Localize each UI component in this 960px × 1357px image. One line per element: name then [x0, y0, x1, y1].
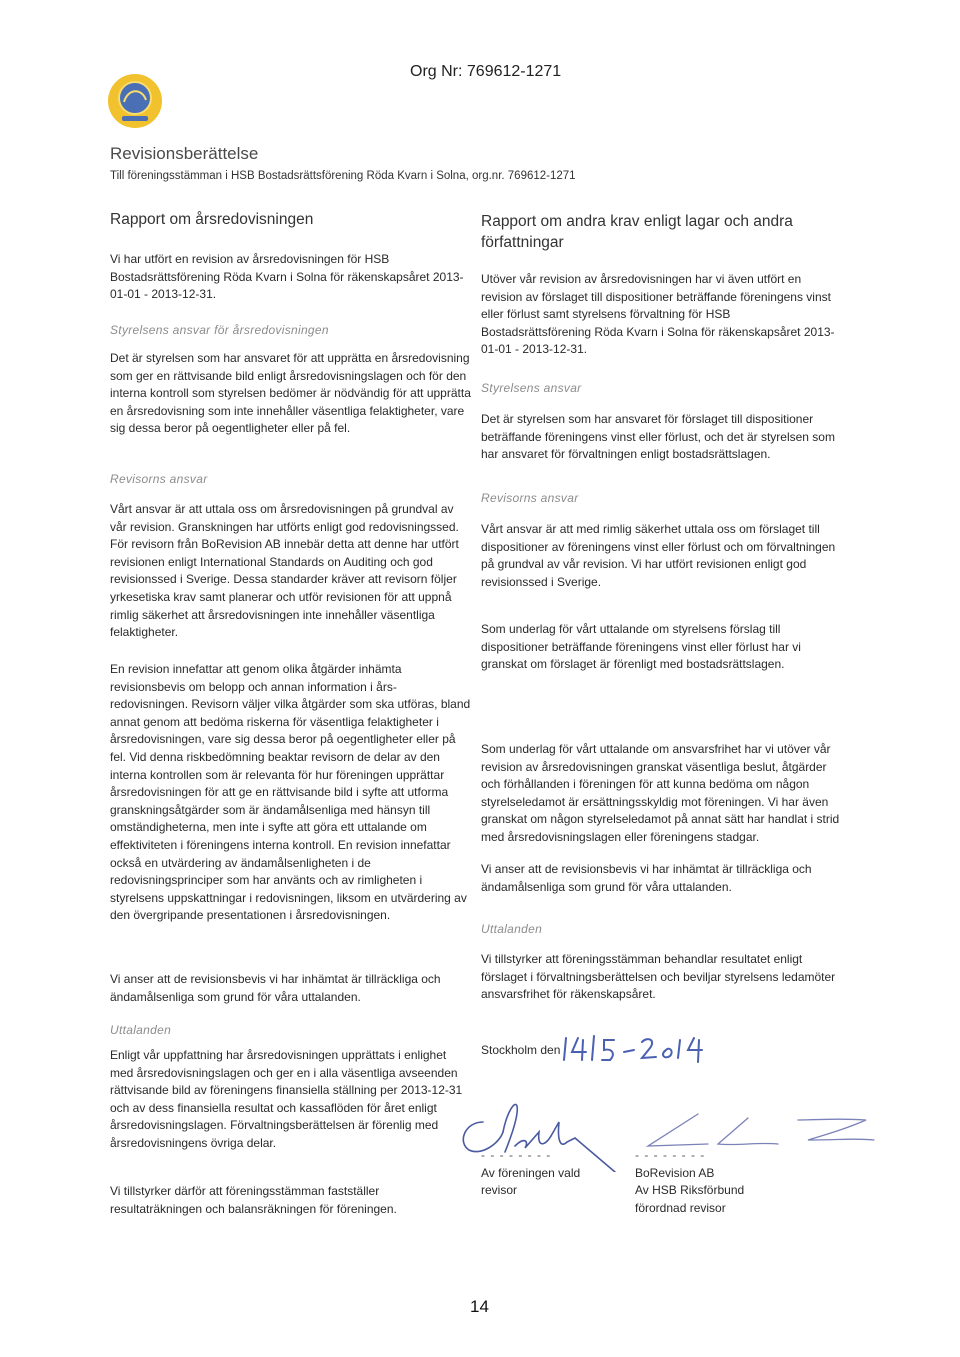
- left-heading: Rapport om årsredovisningen: [110, 211, 314, 228]
- right-intro: Utöver vår revision av årsredovisningen har vi även utfört en revision av förslaget till dispositioner beträffande föreningens vinst eller förlust samt styrelsens förvaltning för HSB Bostadsrättsförening Röda Kvarn i Solna för räkenskapsåret 2013- 01-01 - 2013-12-31.: [481, 272, 835, 357]
- right-s1-heading: Styrelsens ansvar: [481, 381, 582, 395]
- right-s4-text: Som underlag för vårt uttalande om ansvarsfrihet har vi utöver vår revision av årsredovisningen granskat väsentliga beslut, åtgärder och förhållanden i föreningen för att kunna bedöma om någon styrelseledamot är ersättningsskyldig mot föreningen. Vi har även granskat om någon styrelseledamot på annat sätt har handlat i strid med årsredovisningslagen eller föreningens stadgar.: [481, 742, 840, 844]
- org-number: Org Nr: 769612-1271: [410, 63, 562, 80]
- right-s3-text: Som underlag för vårt uttalande om styrelsens förslag till dispositioner beträffande föreningens vinst eller förlust har vi granskat om förslaget är förenligt med bostadsrättslagen.: [481, 622, 801, 672]
- left-s5-heading: Uttalanden: [110, 1023, 172, 1037]
- page-number: 14: [470, 1297, 489, 1316]
- left-s2-text: Vårt ansvar är att uttala oss om årsredovisningen på grundval av vår revision. Granskningen har utförts enligt god redovisningssed. För revisorn från BoRevision AB innebär detta att denne har utfört revisionen enligt International Standards on Auditing och god revisionssed i Sverige. Dessa standarder kräver att revisorn följer yrkesetiska krav samt planerar och utför revisionen för att uppnå rimlig säkerhet att årsredovisningen inte innehåller väsentliga felaktigheter.: [110, 502, 459, 640]
- signature-1-block: - - - - - - - - Av föreningen vald revisor: [481, 1148, 581, 1198]
- hsb-logo: [106, 72, 164, 130]
- left-s3-text: En revision innefattar att genom olika åtgärder inhämta revisionsbevis om belopp och annan information i års- redovisningen. Revisorn väljer vilka åtgärder som ska utföras, bland annat genom att bedöma riskerna för väsentliga felaktigheter i årsredovisningen, vare sig dessa beror på oegentligheter eller på fel. Vid denna riskbedömning beaktar revisorn de delar av den interna kontrollen som är relevanta för hur föreningen upprättar årsredovisningen för att ge en rättvisande bild i syfte att utforma granskningsåtgärder som är ändamålsenliga med hänsyn till omständigheterna, men inte i syfte att göra ett uttalande om effektiviteten i föreningens interna kontroll. En revision innefattar också en utvärdering av ändamålsenligheten i de redovisningsprinciper som har använts och av rimligheten i styrelsens uppskattningar i redovisningen, liksom en utvärdering av den övergripande presentationen i årsredovisningen.: [110, 662, 471, 923]
- left-s1-text: Det är styrelsen som har ansvaret för att upprätta en årsredovisning som ger en rättvisande bild enligt årsredovisningslagen och för den interna kontroll som styrelsen bedömer är nödvändig för att upprätta en årsredovisning som inte innehåller väsentliga felaktigheter, vare sig dessa beror på oegentligheter eller på fel.: [110, 351, 471, 436]
- right-s5-text: Vi anser att de revisionsbevis vi har inhämtat är tillräckliga och ändamålsenliga som grund för våra uttalanden.: [481, 862, 812, 894]
- right-s2-text: Vårt ansvar är att med rimlig säkerhet uttala oss om förslaget till dispositioner av föreningens vinst eller förlust och om förvaltningen på grundval av vår revision. Vi har utfört revisionen enligt god revisionssed i Sverige.: [481, 522, 836, 589]
- right-heading: Rapport om andra krav enligt lagar och andra författningar: [481, 213, 793, 251]
- left-s6-text: Vi tillstyrker därför att föreningsstämman fastställer resultaträkningen och balansräkningen för föreningen.: [110, 1184, 397, 1216]
- right-s1-text: Det är styrelsen som har ansvaret för förslaget till dispositioner beträffande föreningens vinst eller förlust, och det är styrelsen som har ansvaret för förvaltningen enligt bostadsrättslagen.: [481, 412, 835, 462]
- right-s6-heading: Uttalanden: [481, 922, 543, 936]
- signature-2-block: - - - - - - - - BoRevision AB Av HSB Riksförbund förordnad revisor: [635, 1148, 745, 1215]
- page-subtitle: Till föreningsstämman i HSB Bostadsrättsförening Röda Kvarn i Solna, org.nr. 769612-1271: [110, 170, 576, 182]
- handwritten-date: [558, 1026, 708, 1071]
- left-intro: Vi har utfört en revision av årsredovisningen för HSB Bostadsrättsförening Röda Kvarn i Solna för räkenskapsåret 2013- 01-01 - 2013-12-31.: [110, 252, 464, 302]
- left-s1-heading: Styrelsens ansvar för årsredovisningen: [110, 323, 329, 337]
- right-s6-text: Vi tillstyrker att föreningsstämman behandlar resultatet enligt förslaget i förvaltningsberättelsen och beviljar styrelsens ledamöter ansvarsfrihet för räkenskapsåret.: [481, 952, 836, 1002]
- page-title: Revisionsberättelse: [110, 144, 259, 163]
- place-label: Stockholm den: [481, 1043, 561, 1057]
- left-s4-text: Vi anser att de revisionsbevis vi har inhämtat är tillräckliga och ändamålsenliga som grund för våra uttalanden.: [110, 972, 441, 1004]
- right-s2-heading: Revisorns ansvar: [481, 491, 579, 505]
- left-s2-heading: Revisorns ansvar: [110, 472, 208, 486]
- left-s5-text: Enligt vår uppfattning har årsredovisningen upprättats i enlighet med årsredovisningslagen och ger en i alla väsentliga avseenden rättvisande bild av föreningens finansiella ställning per 2013-12-31 och av dess finansiella resultat och kassaflöden för året enligt årsredovisningslagen. Förvaltningsberättelsen är förenlig med årsredovisningens övriga delar.: [110, 1048, 463, 1150]
